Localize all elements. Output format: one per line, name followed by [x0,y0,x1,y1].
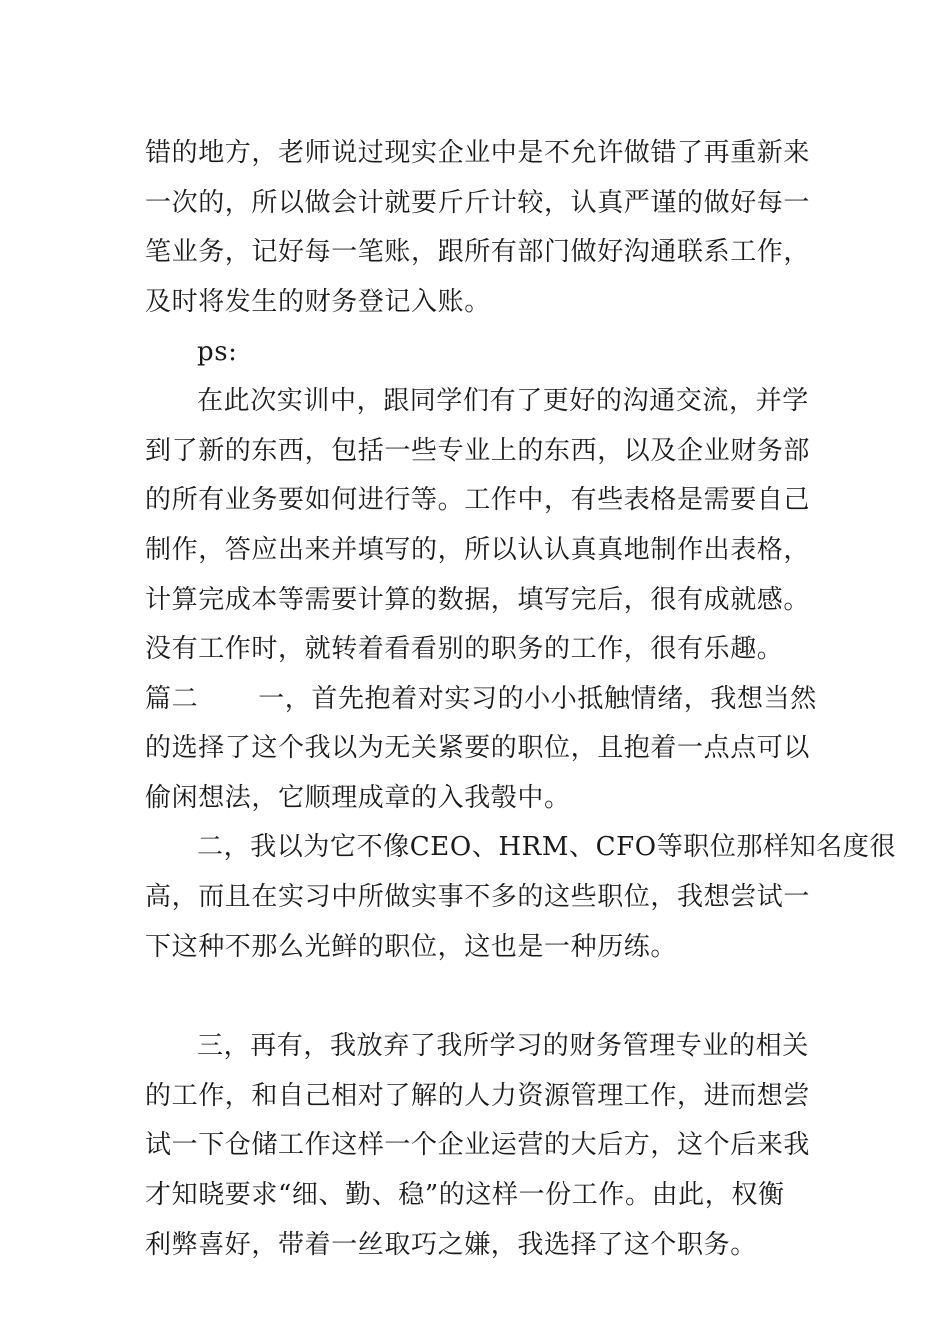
text-line: 一，首先抱着对实习的小小抵触情绪，我想当然 [258,684,817,714]
text-line: 高，而且在实习中所做实事不多的这些职位，我想尝试一 [145,882,811,912]
text-line: 三，再有，我放弃了我所学习的财务管理专业的相关 [197,1031,809,1061]
text-line: 的工作，和自己相对了解的人力资源管理工作，进而想尝 [145,1081,811,1111]
text-line: 计算完成本等需要计算的数据，填写完后，很有成就感。 [145,585,811,615]
text-line: 下这种不那么光鲜的职位，这也是一种历练。 [145,932,678,962]
section-label: 篇二 [145,684,199,714]
text-line: 才知晓要求“细、勤、稳”的这样一份工作。由此，权衡 [145,1180,785,1210]
text-line: 利弊喜好，带着一丝取巧之嫌，我选择了这个职务。 [145,1230,757,1260]
text-line: 二，我以为它不像CEO、HRM、CFO等职位那样知名度很 [197,832,897,862]
text-line: 一次的，所以做会计就要斤斤计较，认真严谨的做好每一 [145,188,811,218]
text-line: 的所有业务要如何进行等。工作中，有些表格是需要自己 [145,485,811,515]
ps-label: ps: [197,337,238,367]
text-line: 在此次实训中，跟同学们有了更好的沟通交流，并学 [197,386,809,416]
text-line: 及时将发生的财务登记入账。 [145,287,491,317]
text-line: 的选择了这个我以为无关紧要的职位，且抱着一点点可以 [145,733,811,763]
text-line: 制作，答应出来并填写的，所以认认真真地制作出表格， [145,535,811,565]
text-line: 偷闲想法，它顺理成章的入我彀中。 [145,783,571,813]
text-line: 笔业务，记好每一笔账，跟所有部门做好沟通联系工作， [145,237,811,267]
text-line: 到了新的东西，包括一些专业上的东西，以及企业财务部 [145,436,811,466]
section-heading-line [145,682,815,716]
text-line: 错的地方，老师说过现实企业中是不允许做错了再重新来 [145,138,811,168]
text-line: 没有工作时，就转着看看别的职务的工作，很有乐趣。 [145,634,784,664]
text-line: 试一下仓储工作这样一个企业运营的大后方，这个后来我 [145,1130,811,1160]
